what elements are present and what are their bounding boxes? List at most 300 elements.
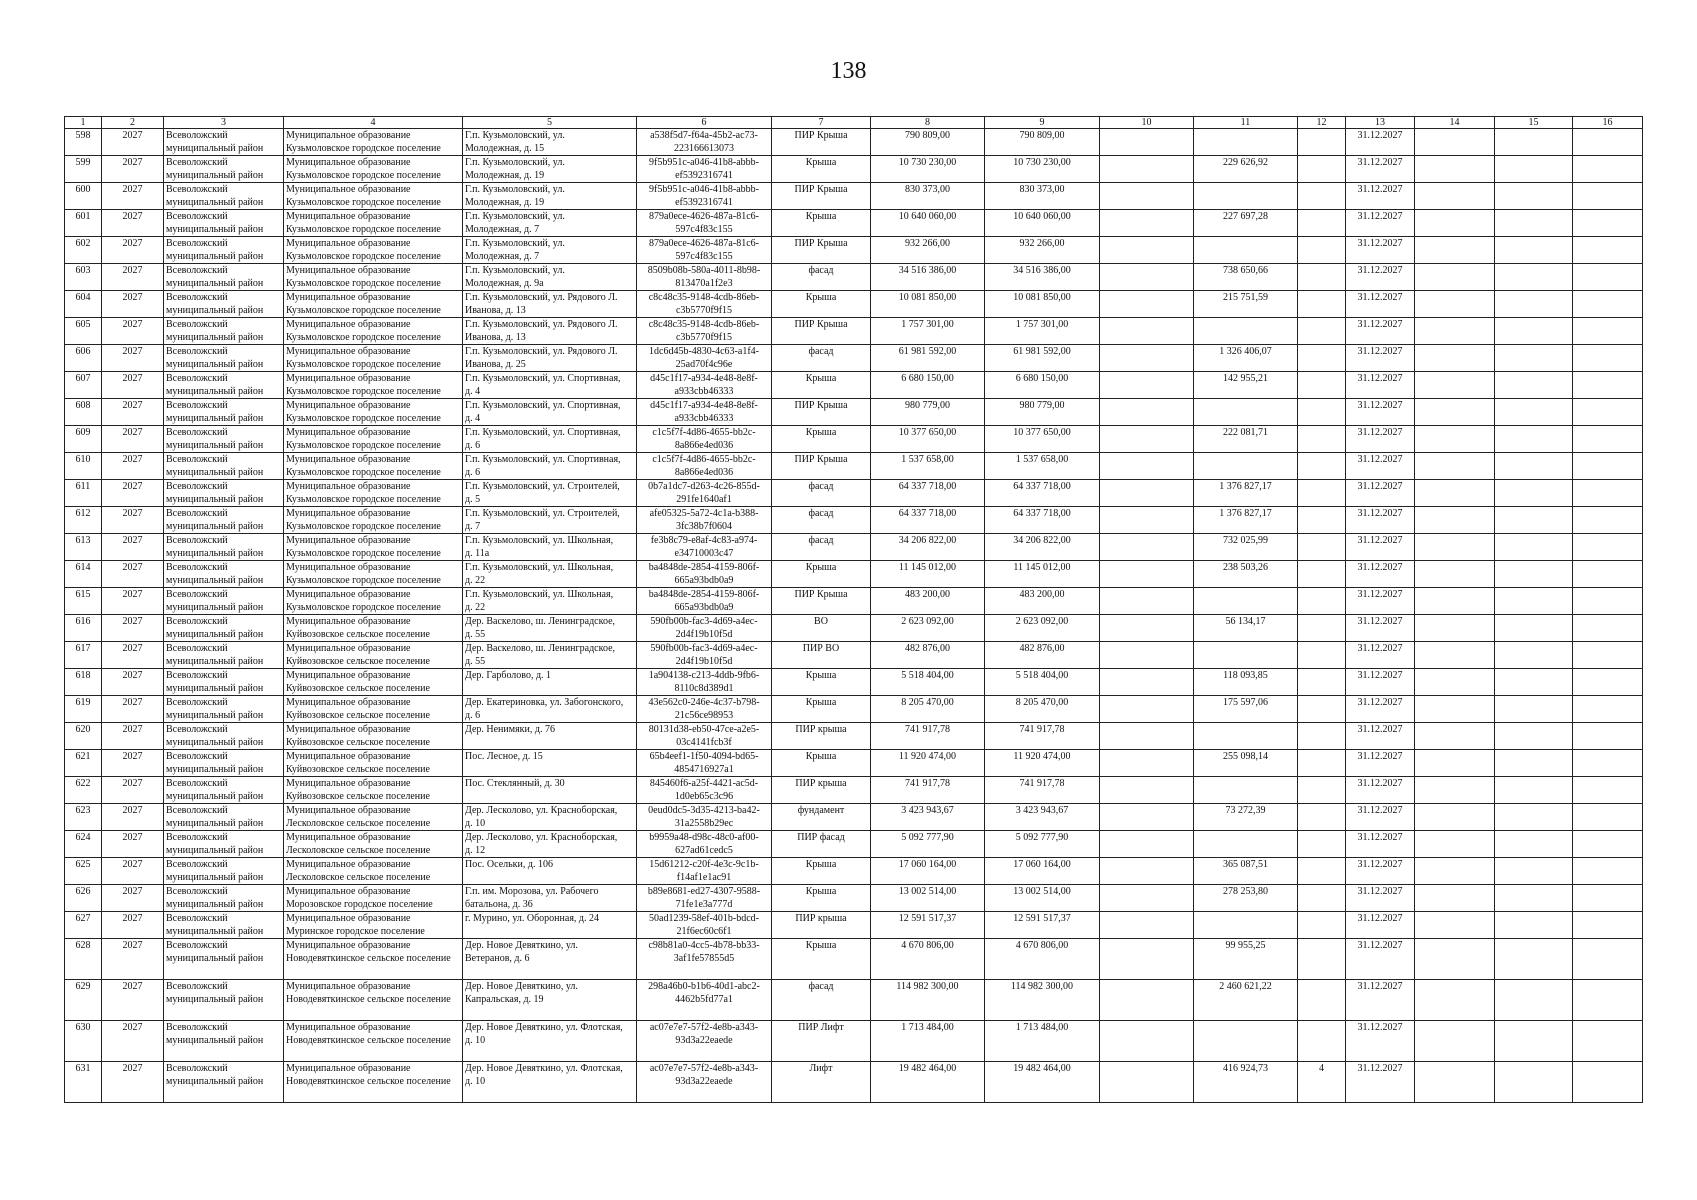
col15-cell <box>1495 980 1573 1021</box>
col15-cell <box>1495 1021 1573 1062</box>
address-cell-line: Г.п. Кузьмоловский, ул. Спортивная, <box>465 427 621 438</box>
municipality-cell-line: Кузьмоловское городское поселение <box>286 170 441 181</box>
col16-cell <box>1573 156 1643 183</box>
col8-cost-cell-line: 790 809,00 <box>905 130 950 141</box>
deadline-cell-line: 31.12.2027 <box>1357 805 1403 816</box>
col11-cell <box>1194 750 1298 777</box>
col12-cell <box>1298 534 1346 561</box>
col10-cell <box>1100 777 1194 804</box>
work-type-cell-line: ПИР Крыша <box>794 454 848 465</box>
deadline-cell <box>1346 507 1415 534</box>
district-cell-line: Всеволожский <box>166 373 228 384</box>
guid-cell-line: 590fb00b-fac3-4d69-a4ec- <box>650 616 758 627</box>
col8-cost-cell <box>871 237 985 264</box>
col10-cell <box>1100 237 1194 264</box>
col9-cost-cell-line: 6 680 150,00 <box>1015 373 1069 384</box>
deadline-cell-line: 31.12.2027 <box>1357 211 1403 222</box>
row-number <box>65 237 102 264</box>
guid-cell-line: 291fe1640af1 <box>676 494 732 505</box>
col9-cost-cell <box>985 615 1100 642</box>
row-number <box>65 980 102 1021</box>
year-cell-line: 2027 <box>122 859 143 870</box>
address-cell-line: д. 5 <box>465 494 481 505</box>
work-type-cell-line: ПИР Крыша <box>794 184 848 195</box>
work-type-cell <box>772 588 871 615</box>
work-type-cell <box>772 1062 871 1103</box>
guid-cell-line: ac07e7e7-57f2-4e8b-a343- <box>649 1063 759 1074</box>
district-cell-line: Всеволожский <box>166 751 228 762</box>
work-type-cell <box>772 561 871 588</box>
column-number-12: 12 <box>1298 117 1346 129</box>
address-cell-line: д. 12 <box>465 845 486 856</box>
work-type-cell-line: Крыша <box>805 427 837 438</box>
col8-cost-cell-line: 932 266,00 <box>905 238 950 249</box>
col8-cost-cell <box>871 291 985 318</box>
guid-cell-line: c1c5f7f-4d86-4655-bb2c- <box>652 427 756 438</box>
municipality-cell-line: Муниципальное образование <box>286 643 411 654</box>
col11-cell-line: 1 376 827,17 <box>1219 508 1272 519</box>
guid-cell-line: 9f5b951c-a046-41b8-abbb- <box>649 157 759 168</box>
col15-cell <box>1495 129 1573 156</box>
deadline-cell-line: 31.12.2027 <box>1357 940 1403 951</box>
col12-cell <box>1298 980 1346 1021</box>
district-cell-line: муниципальный район <box>166 994 264 1005</box>
col10-cell <box>1100 291 1194 318</box>
col14-cell <box>1415 1021 1495 1062</box>
district-cell <box>164 615 284 642</box>
col12-cell <box>1298 1021 1346 1062</box>
table-row <box>65 1021 1643 1062</box>
col8-cost-cell-line: 11 145 012,00 <box>898 562 957 573</box>
deadline-cell <box>1346 399 1415 426</box>
table-row <box>65 399 1643 426</box>
deadline-cell-line: 31.12.2027 <box>1357 859 1403 870</box>
col12-cell <box>1298 156 1346 183</box>
district-cell-line: муниципальный район <box>166 710 264 721</box>
guid-cell <box>637 588 772 615</box>
address-cell-line: Молодежная, д. 15 <box>465 143 545 154</box>
col16-cell <box>1573 1021 1643 1062</box>
guid-cell-line: c1c5f7f-4d86-4655-bb2c- <box>652 454 756 465</box>
row-number <box>65 912 102 939</box>
work-type-cell <box>772 939 871 980</box>
municipality-cell-line: Кузьмоловское городское поселение <box>286 332 441 343</box>
guid-cell-line: 665a93bdb0a9 <box>674 602 734 613</box>
year-cell-line: 2027 <box>122 697 143 708</box>
district-cell-line: муниципальный район <box>166 1076 264 1087</box>
guid-cell <box>637 561 772 588</box>
municipality-cell-line: Кузьмоловское городское поселение <box>286 575 441 586</box>
table-row <box>65 885 1643 912</box>
row-number-line: 606 <box>75 346 91 357</box>
work-type-cell <box>772 507 871 534</box>
col12-cell <box>1298 237 1346 264</box>
col15-cell <box>1495 318 1573 345</box>
col8-cost-cell <box>871 858 985 885</box>
year-cell <box>102 129 164 156</box>
col10-cell <box>1100 939 1194 980</box>
col16-cell <box>1573 534 1643 561</box>
year-cell <box>102 561 164 588</box>
table-row <box>65 723 1643 750</box>
year-cell <box>102 291 164 318</box>
address-cell-line: Г.п. Кузьмоловский, ул. Спортивная, <box>465 454 621 465</box>
year-cell-line: 2027 <box>122 562 143 573</box>
year-cell <box>102 939 164 980</box>
address-cell-line: д. 10 <box>465 818 486 829</box>
year-cell-line: 2027 <box>122 508 143 519</box>
col14-cell <box>1415 831 1495 858</box>
deadline-cell-line: 31.12.2027 <box>1357 778 1403 789</box>
row-number <box>65 291 102 318</box>
col14-cell <box>1415 453 1495 480</box>
col8-cost-cell <box>871 534 985 561</box>
year-cell <box>102 642 164 669</box>
address-cell <box>463 507 637 534</box>
col9-cost-cell-line: 830 373,00 <box>1019 184 1065 195</box>
col12-cell <box>1298 480 1346 507</box>
column-number-header <box>65 117 1643 129</box>
work-type-cell-line: фундамент <box>797 805 845 816</box>
guid-cell <box>637 291 772 318</box>
year-cell <box>102 615 164 642</box>
district-cell <box>164 372 284 399</box>
col12-cell <box>1298 210 1346 237</box>
guid-cell-line: ba4848de-2854-4159-806f- <box>648 589 760 600</box>
guid-cell <box>637 156 772 183</box>
deadline-cell <box>1346 615 1415 642</box>
col9-cost-cell-line: 932 266,00 <box>1019 238 1065 249</box>
col9-cost-cell <box>985 561 1100 588</box>
district-cell-line: муниципальный район <box>166 332 264 343</box>
col15-cell <box>1495 210 1573 237</box>
municipality-cell-line: Кузьмоловское городское поселение <box>286 413 441 424</box>
col15-cell <box>1495 561 1573 588</box>
work-type-cell <box>772 318 871 345</box>
col11-cell <box>1194 804 1298 831</box>
column-number-6: 6 <box>637 117 772 129</box>
col12-cell <box>1298 696 1346 723</box>
deadline-cell <box>1346 453 1415 480</box>
col11-cell <box>1194 561 1298 588</box>
col8-cost-cell-line: 483 200,00 <box>905 589 950 600</box>
col14-cell <box>1415 129 1495 156</box>
work-type-cell-line: ПИР крыша <box>795 913 847 924</box>
municipality-cell <box>284 129 463 156</box>
deadline-cell-line: 31.12.2027 <box>1357 751 1403 762</box>
year-cell-line: 2027 <box>122 373 143 384</box>
district-cell <box>164 1062 284 1103</box>
guid-cell-line: 813470a1f2e3 <box>675 278 733 289</box>
municipality-cell <box>284 210 463 237</box>
guid-cell <box>637 858 772 885</box>
address-cell-line: Г.п. Кузьмоловский, ул. Строителей, <box>465 481 620 492</box>
col8-cost-cell-line: 1 713 484,00 <box>901 1022 954 1033</box>
col8-cost-cell <box>871 615 985 642</box>
col10-cell <box>1100 318 1194 345</box>
year-cell <box>102 750 164 777</box>
municipality-cell <box>284 183 463 210</box>
col8-cost-cell <box>871 804 985 831</box>
municipality-cell <box>284 345 463 372</box>
address-cell-line: Молодежная, д. 7 <box>465 251 540 262</box>
row-number <box>65 804 102 831</box>
municipality-cell-line: Муниципальное образование <box>286 292 411 303</box>
district-cell-line: Всеволожский <box>166 643 228 654</box>
col9-cost-cell <box>985 264 1100 291</box>
col9-cost-cell-line: 61 981 592,00 <box>1013 346 1071 357</box>
year-cell <box>102 480 164 507</box>
district-cell-line: муниципальный район <box>166 926 264 937</box>
work-type-cell <box>772 669 871 696</box>
deadline-cell <box>1346 858 1415 885</box>
table-row <box>65 777 1643 804</box>
col15-cell <box>1495 777 1573 804</box>
col11-cell <box>1194 129 1298 156</box>
district-cell <box>164 642 284 669</box>
municipality-cell-line: Муниципальное образование <box>286 238 411 249</box>
district-cell-line: муниципальный район <box>166 494 264 505</box>
col11-cell-line: 222 081,71 <box>1223 427 1268 438</box>
year-cell-line: 2027 <box>122 481 143 492</box>
col8-cost-cell <box>871 183 985 210</box>
guid-cell-line: 43e562c0-246e-4c37-b798- <box>648 697 760 708</box>
col9-cost-cell-line: 11 145 012,00 <box>1013 562 1071 573</box>
col9-cost-cell <box>985 912 1100 939</box>
col14-cell <box>1415 372 1495 399</box>
year-cell <box>102 345 164 372</box>
municipality-cell <box>284 588 463 615</box>
col16-cell <box>1573 129 1643 156</box>
col11-cell <box>1194 156 1298 183</box>
district-cell <box>164 480 284 507</box>
table-row <box>65 588 1643 615</box>
col11-cell <box>1194 1062 1298 1103</box>
district-cell <box>164 669 284 696</box>
deadline-cell <box>1346 831 1415 858</box>
guid-cell-line: 93d3a22eaede <box>675 1076 733 1087</box>
address-cell-line: Г.п. Кузьмоловский, ул. <box>465 238 565 249</box>
work-type-cell <box>772 129 871 156</box>
address-cell-line: д. 6 <box>465 440 481 451</box>
guid-cell <box>637 885 772 912</box>
work-type-cell-line: ПИР Крыша <box>794 400 848 411</box>
work-type-cell <box>772 480 871 507</box>
municipality-cell-line: Лесколовское сельское поселение <box>286 845 431 856</box>
guid-cell <box>637 804 772 831</box>
guid-cell-line: 21c56ce98953 <box>674 710 734 721</box>
year-cell-line: 2027 <box>122 265 143 276</box>
guid-cell-line: 597c4f83c155 <box>675 224 733 235</box>
municipality-cell-line: Кузьмоловское городское поселение <box>286 494 441 505</box>
deadline-cell-line: 31.12.2027 <box>1357 562 1403 573</box>
guid-cell-line: 0eud0dc5-3d35-4213-ba42- <box>648 805 760 816</box>
guid-cell <box>637 372 772 399</box>
guid-cell-line: a933cbb46333 <box>674 413 734 424</box>
municipality-cell-line: Муниципальное образование <box>286 319 411 330</box>
guid-cell-line: f14af1e1ac91 <box>676 872 732 883</box>
address-cell <box>463 980 637 1021</box>
year-cell-line: 2027 <box>122 589 143 600</box>
address-cell-line: Пос. Осельки, д. 106 <box>465 859 553 870</box>
address-cell <box>463 561 637 588</box>
work-type-cell <box>772 210 871 237</box>
district-cell <box>164 858 284 885</box>
row-number-line: 614 <box>75 562 91 573</box>
col16-cell <box>1573 399 1643 426</box>
col15-cell <box>1495 912 1573 939</box>
work-type-cell-line: ПИР Лифт <box>798 1022 844 1033</box>
col8-cost-cell-line: 482 876,00 <box>905 643 950 654</box>
municipality-cell-line: Муниципальное образование <box>286 535 411 546</box>
year-cell-line: 2027 <box>122 913 143 924</box>
work-type-cell-line: Крыша <box>805 697 837 708</box>
deadline-cell <box>1346 237 1415 264</box>
municipality-cell-line: Кузьмоловское городское поселение <box>286 440 441 451</box>
col16-cell <box>1573 615 1643 642</box>
guid-cell-line: 2d4f19b10f5d <box>675 656 733 667</box>
col16-cell <box>1573 210 1643 237</box>
col11-cell-line: 278 253,80 <box>1223 886 1268 897</box>
col12-cell <box>1298 669 1346 696</box>
table-row <box>65 318 1643 345</box>
municipality-cell <box>284 777 463 804</box>
year-cell <box>102 723 164 750</box>
col9-cost-cell <box>985 858 1100 885</box>
table-row <box>65 210 1643 237</box>
deadline-cell <box>1346 1021 1415 1062</box>
deadline-cell <box>1346 750 1415 777</box>
col9-cost-cell <box>985 885 1100 912</box>
col8-cost-cell-line: 10 377 650,00 <box>898 427 957 438</box>
municipality-cell-line: Муниципальное образование <box>286 454 411 465</box>
year-cell-line: 2027 <box>122 940 143 951</box>
municipality-cell-line: Муниципальное образование <box>286 1063 411 1074</box>
district-cell <box>164 831 284 858</box>
address-cell <box>463 345 637 372</box>
address-cell-line: Дер. Екатериновка, ул. Забогонского, <box>465 697 624 708</box>
col10-cell <box>1100 534 1194 561</box>
table-row <box>65 561 1643 588</box>
guid-cell-line: 1d0eb65c3c96 <box>674 791 734 802</box>
address-cell <box>463 885 637 912</box>
municipality-cell-line: Новодевяткинское сельское поселение <box>286 953 451 964</box>
col9-cost-cell <box>985 750 1100 777</box>
col11-cell <box>1194 480 1298 507</box>
municipality-cell-line: Муниципальное образование <box>286 130 411 141</box>
year-cell-line: 2027 <box>122 427 143 438</box>
work-type-cell <box>772 156 871 183</box>
col15-cell <box>1495 426 1573 453</box>
col11-cell-line: 215 751,59 <box>1223 292 1268 303</box>
district-cell-line: муниципальный район <box>166 359 264 370</box>
col9-cost-cell <box>985 210 1100 237</box>
deadline-cell <box>1346 264 1415 291</box>
address-cell-line: Дер. Васкелово, ш. Ленинградское, <box>465 616 616 627</box>
col9-cost-cell-line: 483 200,00 <box>1019 589 1065 600</box>
address-cell-line: Ветеранов, д. 6 <box>465 953 530 964</box>
col11-cell-line: 365 087,51 <box>1223 859 1268 870</box>
address-cell-line: д. 6 <box>465 467 481 478</box>
address-cell <box>463 750 637 777</box>
municipality-cell-line: Муниципальное образование <box>286 562 411 573</box>
municipality-cell-line: Кузьмоловское городское поселение <box>286 278 441 289</box>
municipality-cell-line: Муниципальное образование <box>286 184 411 195</box>
col11-cell <box>1194 210 1298 237</box>
address-cell-line: Дер. Новое Девяткино, ул. Флотская, <box>465 1063 623 1074</box>
deadline-cell-line: 31.12.2027 <box>1357 913 1403 924</box>
col8-cost-cell <box>871 264 985 291</box>
col14-cell <box>1415 264 1495 291</box>
col10-cell <box>1100 980 1194 1021</box>
year-cell <box>102 453 164 480</box>
guid-cell-line: 845460f6-a25f-4421-ac5d- <box>649 778 759 789</box>
col9-cost-cell <box>985 588 1100 615</box>
address-cell-line: Пос. Стеклянный, д. 30 <box>465 778 565 789</box>
table-row <box>65 750 1643 777</box>
col8-cost-cell-line: 4 670 806,00 <box>901 940 954 951</box>
work-type-cell-line: фасад <box>808 346 834 357</box>
work-type-cell <box>772 831 871 858</box>
guid-cell-line: 31a2558b29ec <box>674 818 734 829</box>
address-cell <box>463 399 637 426</box>
guid-cell-line: 50ad1239-58ef-401b-bdcd- <box>649 913 759 924</box>
col14-cell <box>1415 534 1495 561</box>
table-row <box>65 183 1643 210</box>
deadline-cell-line: 31.12.2027 <box>1357 238 1403 249</box>
municipality-cell <box>284 1021 463 1062</box>
col16-cell <box>1573 453 1643 480</box>
address-cell-line: Г.п. Кузьмоловский, ул. <box>465 265 565 276</box>
col11-cell <box>1194 642 1298 669</box>
col11-cell <box>1194 615 1298 642</box>
col8-cost-cell-line: 6 680 150,00 <box>901 373 954 384</box>
deadline-cell <box>1346 372 1415 399</box>
year-cell <box>102 912 164 939</box>
deadline-cell <box>1346 129 1415 156</box>
municipality-cell <box>284 696 463 723</box>
col8-cost-cell-line: 3 423 943,67 <box>901 805 954 816</box>
guid-cell-line: 590fb00b-fac3-4d69-a4ec- <box>650 643 758 654</box>
municipality-cell-line: Куйвозовское сельское поселение <box>286 683 430 694</box>
row-number-line: 627 <box>75 913 91 924</box>
row-number-line: 630 <box>75 1022 91 1033</box>
district-cell <box>164 345 284 372</box>
col10-cell <box>1100 480 1194 507</box>
col16-cell <box>1573 723 1643 750</box>
col12-cell <box>1298 885 1346 912</box>
row-number-line: 600 <box>75 184 91 195</box>
guid-cell <box>637 345 772 372</box>
deadline-cell <box>1346 183 1415 210</box>
district-cell-line: муниципальный район <box>166 683 264 694</box>
col10-cell <box>1100 885 1194 912</box>
guid-cell <box>637 264 772 291</box>
col9-cost-cell-line: 12 591 517,37 <box>1013 913 1071 924</box>
year-cell-line: 2027 <box>122 616 143 627</box>
col16-cell <box>1573 561 1643 588</box>
table-row <box>65 507 1643 534</box>
table-row <box>65 129 1643 156</box>
col11-cell-line: 175 597,06 <box>1223 697 1268 708</box>
col8-cost-cell-line: 10 730 230,00 <box>898 157 957 168</box>
col8-cost-cell-line: 12 591 517,37 <box>898 913 957 924</box>
address-cell <box>463 129 637 156</box>
guid-cell-line: 8a866e4ed036 <box>674 440 734 451</box>
work-type-cell-line: ПИР крыша <box>795 724 847 735</box>
col12-cell <box>1298 615 1346 642</box>
district-cell-line: Всеволожский <box>166 886 228 897</box>
